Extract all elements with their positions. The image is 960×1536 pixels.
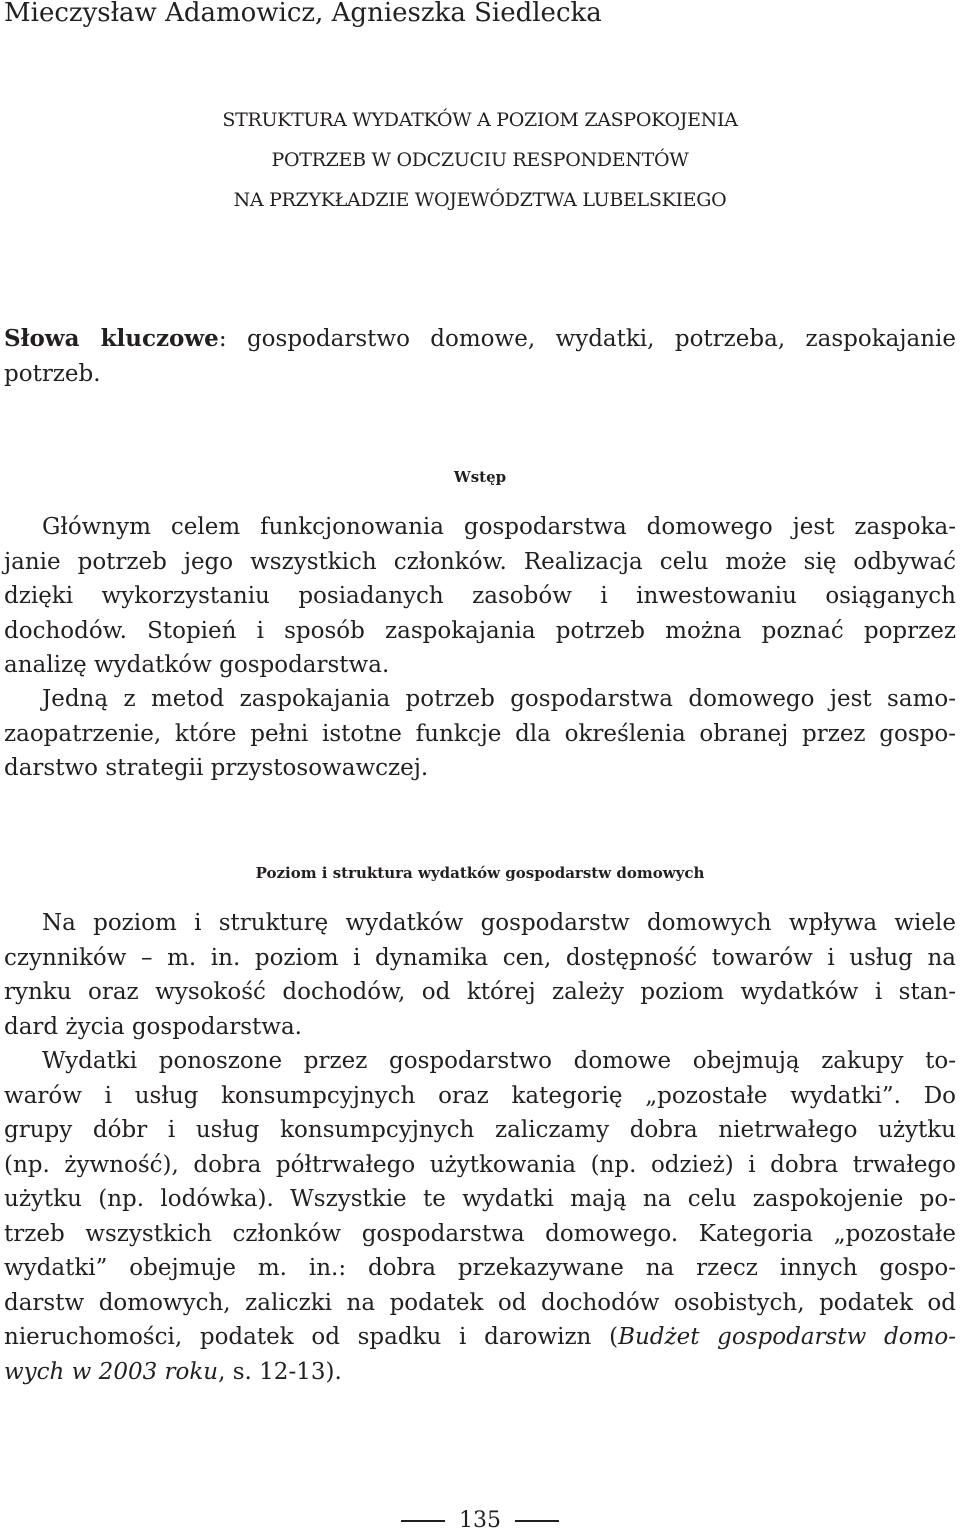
text-line: Jedną z metod zaspokajania potrzeb gospodarstwa domowego jest samo- bbox=[42, 686, 956, 712]
text-line: trzeb wszystkich członków gospodarstwa domowego. Kategoria „pozostałe bbox=[4, 1220, 956, 1247]
title-line: STRUKTURA WYDATKÓW A POZIOM ZASPOKOJENIA bbox=[222, 109, 738, 131]
page-number-value: 135 bbox=[459, 1508, 501, 1533]
intro-paragraph-2 bbox=[4, 682, 956, 786]
title-line: NA PRZYKŁADZIE WOJEWÓDZTWA LUBELSKIEGO bbox=[233, 189, 727, 211]
expenditure-paragraph-1 bbox=[4, 906, 956, 1044]
expenditure-paragraph-2 bbox=[4, 1044, 956, 1389]
article-title bbox=[0, 100, 960, 220]
keywords-line: potrzeb. bbox=[4, 360, 101, 387]
intro-paragraph-1 bbox=[4, 510, 956, 683]
text-line bbox=[4, 1355, 956, 1390]
text-line: darstwo strategii przystosowawczej. bbox=[4, 755, 429, 781]
citation-title: wych w 2003 roku bbox=[4, 1358, 219, 1385]
text-line: dard życia gospodarstwa. bbox=[4, 1013, 302, 1040]
page-number-dash bbox=[515, 1520, 559, 1522]
keywords-list: : gospodarstwo domowe, wydatki, potrzeba, zaspokajanie bbox=[218, 326, 956, 352]
text-line: użytku (np. lodówka). Wszystkie te wydatki mają na celu zaspokojenie po- bbox=[4, 1186, 956, 1212]
text-line: janie potrzeb jego wszystkich członków. Realizacja celu może się odbywać bbox=[4, 548, 956, 575]
text-line: Na poziom i strukturę wydatków gospodarstw domowych wpływa wiele bbox=[42, 910, 956, 936]
page-number-dash bbox=[401, 1520, 445, 1522]
text-line: wydatki” obejmuje m. in.: dobra przekazywane na rzecz innych gospo- bbox=[4, 1255, 956, 1281]
text-fragment: nieruchomości, podatek od spadku i darowizn ( bbox=[4, 1324, 619, 1350]
keywords bbox=[4, 322, 956, 391]
text-line: warów i usług konsumpcyjnych oraz kategorię „pozostałe wydatki”. Do bbox=[4, 1082, 956, 1109]
authors: Mieczysław Adamowicz, Agnieszka Siedlecka bbox=[4, 0, 602, 28]
text-line: dzięki wykorzystaniu posiadanych zasobów i inwestowaniu osiąganych bbox=[4, 583, 956, 609]
page-number bbox=[0, 1506, 960, 1536]
text-line: czynników – m. in. poziom i dynamika cen, dostępność towarów i usług na bbox=[4, 944, 956, 971]
text-line bbox=[4, 1320, 956, 1355]
keywords-label: Słowa kluczowe bbox=[4, 325, 219, 352]
text-line: zaopatrzenie, które pełni istotne funkcje dla określenia obranej przez gospo- bbox=[4, 720, 956, 747]
citation-pages: , s. 12-13). bbox=[218, 1358, 342, 1385]
text-line: dochodów. Stopień i sposób zaspokajania potrzeb można poznać poprzez bbox=[4, 617, 956, 644]
text-line: grupy dóbr i usług konsumpcyjnych zaliczamy dobra nietrwałego użytku bbox=[4, 1117, 956, 1143]
text-line: analizę wydatków gospodarstwa. bbox=[4, 652, 390, 678]
text-line: Wydatki ponoszone przez gospodarstwo domowe obejmują zakupy to- bbox=[42, 1048, 956, 1074]
text-line: Głównym celem funkcjonowania gospodarstwa domowego jest zaspoka- bbox=[42, 514, 956, 540]
text-line: rynku oraz wysokość dochodów, od której zależy poziom wydatków i stan- bbox=[4, 979, 956, 1005]
citation-title: Budżet gospodarstw domo- bbox=[618, 1324, 956, 1350]
section-heading-expenditure: Poziom i struktura wydatków gospodarstw domowych bbox=[255, 864, 705, 882]
text-line: (np. żywność), dobra półtrwałego użytkowania (np. odzież) i dobra trwałego bbox=[4, 1151, 956, 1178]
title-line: POTRZEB W ODCZUCIU RESPONDENTÓW bbox=[271, 149, 689, 171]
section-heading-intro: Wstęp bbox=[453, 468, 507, 486]
text-line: darstw domowych, zaliczki na podatek od dochodów osobistych, podatek od bbox=[4, 1289, 956, 1316]
